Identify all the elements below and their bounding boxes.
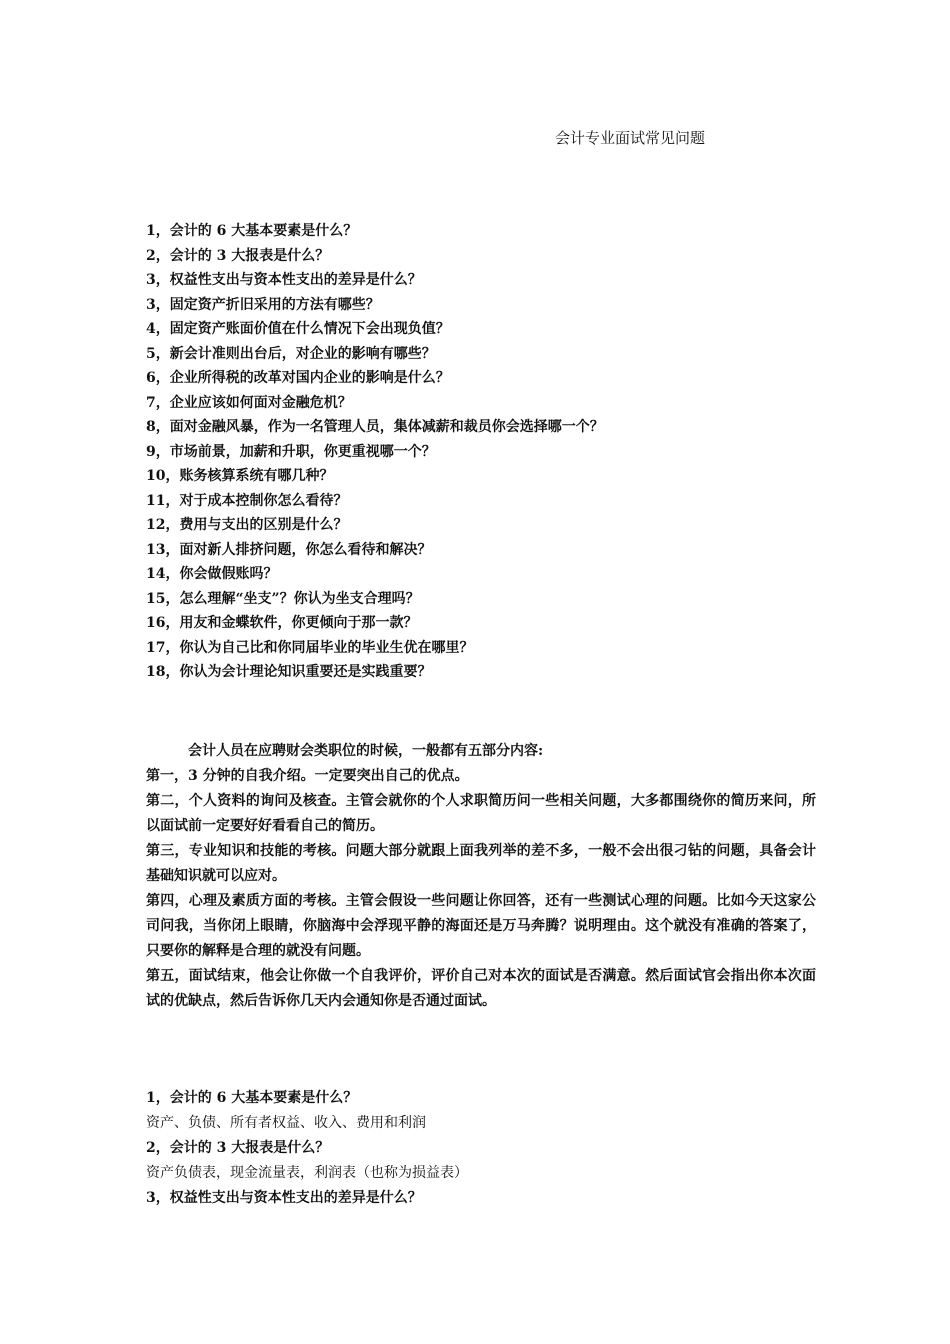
intro-part-1: 第一，3 分钟的自我介绍。一定要突出自己的优点。 <box>146 768 469 784</box>
question-item: 3，固定资产折旧采用的方法有哪些？ <box>146 296 380 313</box>
question-item: 5，新会计准则出台后，对企业的影响有哪些？ <box>146 345 436 362</box>
question-item: 10，账务核算系统有哪几种？ <box>146 468 334 484</box>
question-item: 16，用友和金蝶软件，你更倾向于那一款？ <box>146 615 418 631</box>
question-item: 2，会计的 3 大报表是什么？ <box>146 247 330 264</box>
question-item: 7，企业应该如何面对金融危机？ <box>146 394 352 411</box>
question-item: 8，面对金融风暴，作为一名管理人员，集体减薪和裁员你会选择哪一个？ <box>146 419 604 435</box>
question-item: 6，企业所得税的改革对国内企业的影响是什么？ <box>146 370 450 386</box>
question-item: 11，对于成本控制你怎么看待？ <box>146 492 348 509</box>
question-item: 17，你认为自己比和你同届毕业的毕业生优在哪里？ <box>146 639 474 656</box>
question-item: 9，市场前景，加薪和升职，你更重视哪一个？ <box>146 443 436 460</box>
question-item: 3，权益性支出与资本性支出的差异是什么？ <box>146 272 422 288</box>
question-list <box>146 219 846 685</box>
question-item: 13，面对新人排挤问题，你怎么看待和解决？ <box>146 541 432 558</box>
document-title: 会计专业面试常见问题 <box>555 129 706 147</box>
interview-intro-section <box>146 739 816 1014</box>
question-item: 1，会计的 6 大基本要素是什么？ <box>146 223 358 239</box>
question-item: 12，费用与支出的区别是什么？ <box>146 517 348 533</box>
intro-part-5: 第五，面试结束，他会让你做一个自我评价，评价自己对本次的面试是否满意。然后面试官会指出你本次面试的优缺点，然后告诉你几天内会通知你是否通过面试。 <box>146 968 816 1009</box>
answers-section <box>146 1086 846 1211</box>
intro-part-2: 第二，个人资料的询问及核查。主管会就你的个人求职简历问一些相关问题，大多都围绕你的简历来问，所以面试前一定要好好看看自己的简历。 <box>146 793 816 834</box>
question-item: 15，怎么理解“坐支”？你认为坐支合理吗？ <box>146 590 420 607</box>
intro-lead-paragraph: 会计人员在应聘财会类职位的时候，一般都有五部分内容: <box>188 743 544 759</box>
question-item: 4，固定资产账面价值在什么情况下会出现负值？ <box>146 321 450 337</box>
answer-question: 3，权益性支出与资本性支出的差异是什么？ <box>146 1190 422 1206</box>
answer-question: 1，会计的 6 大基本要素是什么？ <box>146 1090 358 1106</box>
answer-question: 2，会计的 3 大报表是什么？ <box>146 1140 330 1156</box>
question-item: 14，你会做假账吗？ <box>146 566 278 582</box>
intro-part-4: 第四，心理及素质方面的考核。主管会假设一些问题让你回答，还有一些测试心理的问题。比如今天这家公司问我，当你闭上眼睛，你脑海中会浮现平静的海面还是万马奔腾？说明理由。这个就没有准确的答案了，只要你的解释是合理的就没有问题。 <box>146 893 816 959</box>
answer-text: 资产负债表，现金流量表，利润表（也称为损益表） <box>146 1165 468 1181</box>
question-item: 18，你认为会计理论知识重要还是实践重要？ <box>146 664 432 680</box>
answer-text: 资产、负债、所有者权益、收入、费用和利润 <box>146 1115 426 1131</box>
intro-part-3: 第三，专业知识和技能的考核。问题大部分就跟上面我列举的差不多，一般不会出很刁钻的问题，具备会计基础知识就可以应对。 <box>146 843 816 884</box>
